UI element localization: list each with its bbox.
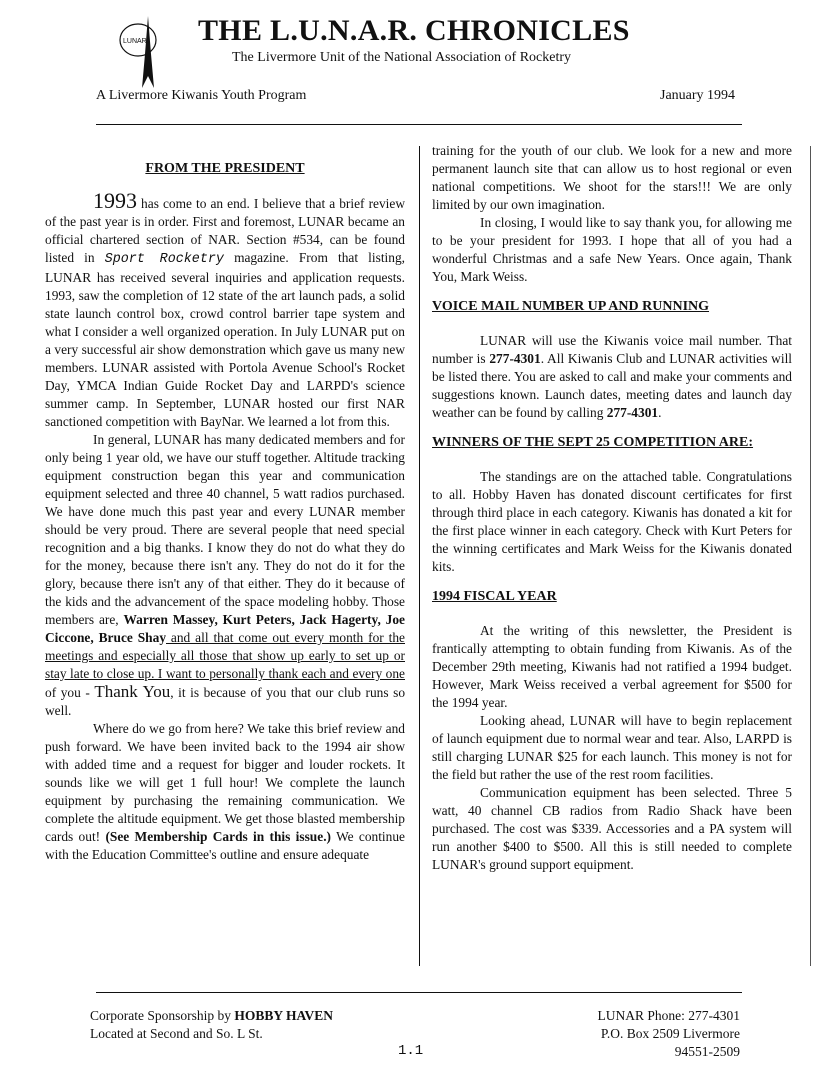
fiscal-paragraph-1: At the writing of this newsletter, the President is frantically attempting to obtain funding from Kiwanis. As of the December 29th meeting, Kiwanis had not ratified a 1994 budget. However, Mark Weiss received a verbal agreement for $500 for the 1994 year. bbox=[432, 623, 792, 710]
svg-text:LUNAR: LUNAR bbox=[123, 38, 147, 45]
voicemail-heading: VOICE MAIL NUMBER UP AND RUNNING bbox=[432, 299, 710, 314]
contact-zip: 94551-2509 bbox=[674, 1044, 740, 1059]
fiscal-paragraph-2: Looking ahead, LUNAR will have to begin replacement of launch equipment due to normal wear and tear. Also, LARPD is still charging LUNAR $25 for each launch. This money is not for the field but rather the use of the rest room facilities. bbox=[432, 713, 792, 782]
right-column bbox=[432, 142, 792, 874]
president-paragraph-3: Where do we go from here? We take this brief review and push forward. We have been invited back to the 1994 air show with added time and a request for bigger and louder rockets. It sounds like we will get 1 full hour! We complete the launch equipment by purchasing the remaining communication. We complete the altitude equipment. We get those blasted membership cards out! (See Membership Cards in this issue.) We continue with the Education Committee's outline and ensure adequate bbox=[45, 721, 405, 862]
program-name: A Livermore Kiwanis Youth Program bbox=[96, 88, 307, 103]
issue-date: January 1994 bbox=[660, 88, 736, 103]
sponsor-location: Located at Second and So. L St. bbox=[90, 1026, 263, 1041]
president-paragraph-2: In general, LUNAR has many dedicated members and for only being 1 year old, we have our stuff together. Altitude tracking equipment construction began this year and communication equipment selected and three 40 channel, 5 watt radios purchased. We have done much this past year and every LUNAR member should be very proud. There are several people that need special recognition and a big thanks. I know they do not do what they do for the money, because there isn't any. They do not do it for the glory, because there isn't any of that either. They do it because of the kids and the advancement of the space modeling hobby. Those members are, Warren Massey, Kurt Peters, Jack Hagerty, Joe Ciccone, Bruce Shay and all that come out every month for the meetings and especially all those that show up early to set up or stay late to close up. I want to personally thank each and every one of you - Thank You, it is because of you that our club runs so well. bbox=[45, 432, 406, 718]
contact-phone: LUNAR Phone: 277-4301 bbox=[597, 1008, 740, 1023]
header-divider bbox=[96, 124, 742, 125]
page-number: 1.1 bbox=[398, 1043, 424, 1059]
footer-contact bbox=[560, 1007, 740, 1061]
president-paragraph-4: training for the youth of our club. We look for a new and more permanent launch site that can allow us to host regional or even national competitions. We shoot for the stars!!! We are only limited by our own imagination. bbox=[432, 143, 792, 212]
sponsor-line: Corporate Sponsorship by HOBBY HAVEN bbox=[90, 1008, 334, 1023]
contact-pobox: P.O. Box 2509 Livermore bbox=[600, 1026, 740, 1041]
president-paragraph-1: 1993 has come to an end. I believe that a brief review of the past year is in order. First and foremost, LUNAR became an official chartered section of NAR. Section #534, can be found listed in Sport Rocketry magazine. From that listing, LUNAR has received several inquiries and application requests. 1993, saw the completion of 12 state of the art launch pads, a solid state launch control box, crowd control barrier tape system and what I consider a well organized operation. In July LUNAR put on a very successful air show demonstration which gave us many new members. LUNAR assisted with Portola Avenue School's Rocket Day, YMCA Indian Guide Rocket Day and LARPD's science summer camp. In September, LUNAR hosted our first NAR sanctioned competition with BayNar. We learned a lot from this. bbox=[45, 188, 406, 429]
winners-heading: WINNERS OF THE SEPT 25 COMPETITION ARE: bbox=[432, 435, 754, 450]
voicemail-paragraph: LUNAR will use the Kiwanis voice mail number. That number is 277-4301. All Kiwanis Club and LUNAR activities will be listed there. You are asked to call and make your comments and suggestions known. Launch dates, meeting dates and launch day weather can be found by calling 277-4301. bbox=[432, 333, 793, 420]
fiscal-heading: 1994 FISCAL YEAR bbox=[432, 589, 557, 604]
newsletter-title: THE L.U.N.A.R. CHRONICLES bbox=[198, 14, 630, 47]
newsletter-subtitle: The Livermore Unit of the National Association of Rocketry bbox=[232, 50, 572, 65]
footer-sponsor bbox=[90, 1007, 333, 1043]
left-column bbox=[45, 160, 405, 864]
fiscal-paragraph-3: Communication equipment has been selected. Three 5 watt, 40 channel CB radios from Radio Shack have been purchased. The cost was $339. Accessories and a PA system will run another $400 to $500. All this is still needed to complete LUNAR's ground support equipment. bbox=[432, 785, 792, 872]
footer-divider bbox=[96, 992, 742, 993]
president-heading: FROM THE PRESIDENT bbox=[145, 161, 305, 176]
president-paragraph-5: In closing, I would like to say thank you, for allowing me to be your president for 1993. I hope that all of you had a wonderful Christmas and a safe New Years. Once again, Thank You, Mark Weiss. bbox=[432, 215, 792, 284]
page-edge-line bbox=[810, 146, 811, 966]
winners-paragraph: The standings are on the attached table. Congratulations to all. Hobby Haven has donated discount certificates for first through third place in each category. Kiwanis has donated a kit for the first place winner in each category. Check with Kurt Peters for the winning certificates and Mark Weiss for the Kiwanis donated kits. bbox=[432, 469, 792, 574]
column-divider bbox=[419, 146, 420, 966]
lunar-logo bbox=[118, 14, 168, 92]
